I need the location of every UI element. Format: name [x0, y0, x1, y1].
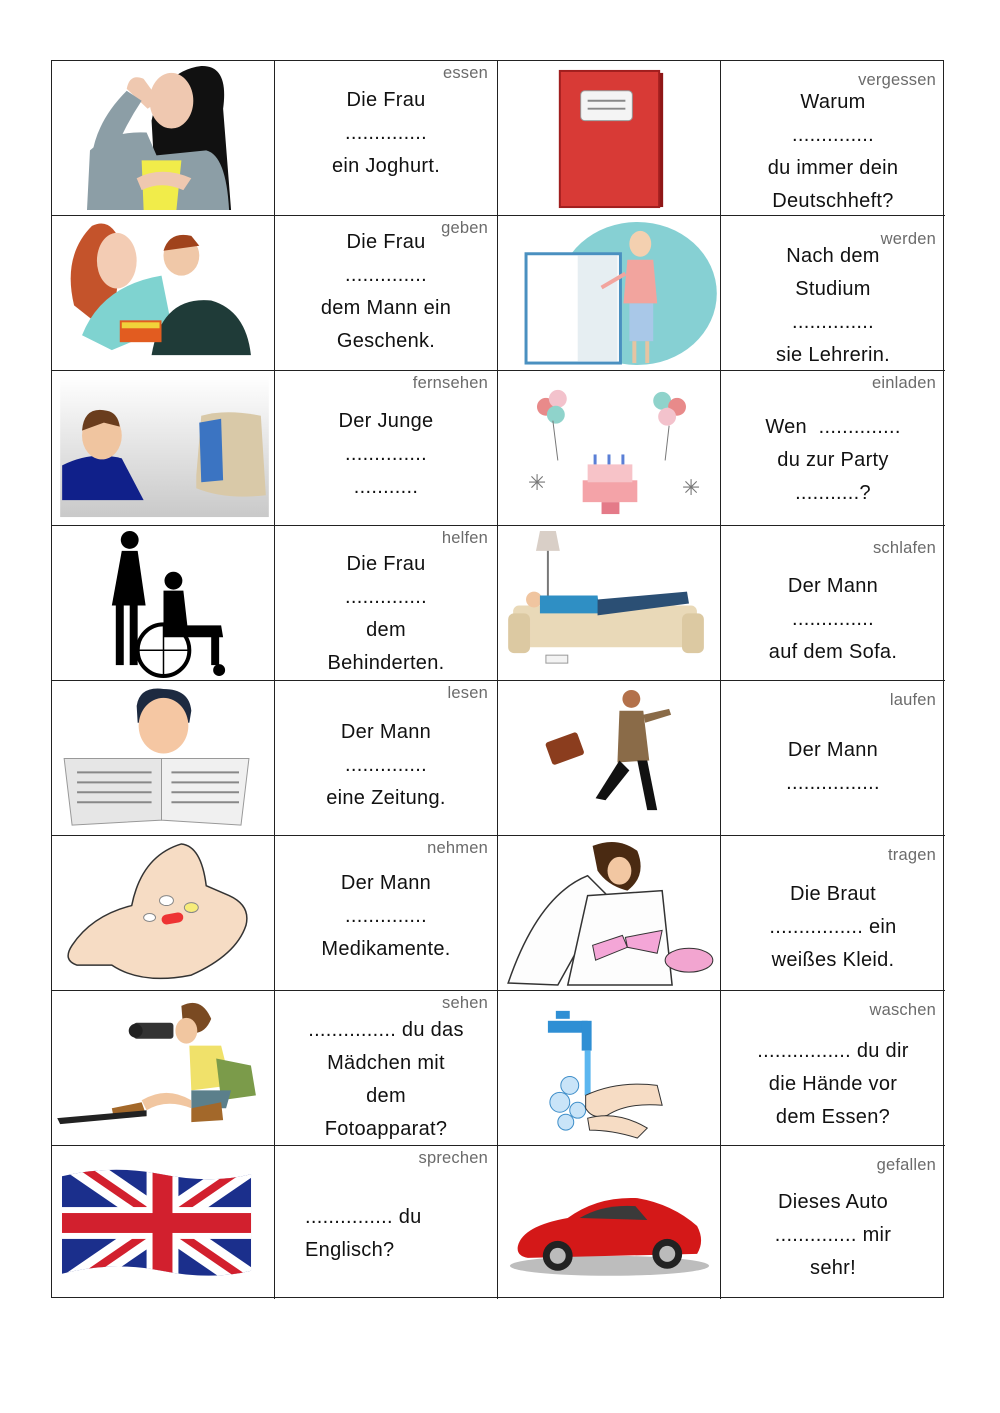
sentence-line: sehr!	[810, 1257, 856, 1279]
worksheet-grid	[51, 60, 944, 1298]
sentence-line: Warum	[800, 91, 866, 113]
sentence-card	[721, 991, 945, 1146]
sentence-line: Wen ..............	[765, 416, 901, 438]
picture-cell	[52, 216, 275, 371]
woman-pushing-wheelchair-picture	[52, 526, 274, 680]
verb-hint: gefallen	[876, 1156, 936, 1174]
verb-hint: sehen	[442, 994, 488, 1012]
union-jack-flag-picture	[52, 1146, 274, 1299]
girl-with-camera-picture	[52, 991, 274, 1145]
sentence-card	[275, 61, 498, 216]
sentence-line: dem	[366, 619, 406, 641]
sentence-line: Die Frau	[346, 89, 426, 111]
sentence-line: ..............	[792, 124, 874, 146]
sentence-card	[275, 991, 498, 1146]
sentence-line: Der Mann	[787, 739, 879, 761]
sentence-line: Die Frau	[346, 231, 426, 253]
red-sports-car-picture	[498, 1146, 720, 1299]
sentence-line: Medikamente.	[321, 938, 451, 960]
man-sleeping-on-sofa-picture	[498, 526, 720, 680]
sentence-line: Die Braut	[789, 883, 877, 905]
verb-hint: essen	[442, 64, 488, 82]
verb-hint: werden	[880, 230, 936, 248]
sentence-line: ................ du dir	[757, 1040, 909, 1062]
boy-watching-tv-picture	[52, 371, 274, 525]
sentence-card	[275, 216, 498, 371]
man-running-with-briefcase-picture	[498, 681, 720, 835]
sentence-line: Behinderten.	[327, 652, 445, 674]
sentence-text	[721, 734, 945, 800]
sentence-card	[721, 526, 945, 681]
sentence-card	[275, 371, 498, 526]
picture-cell	[498, 61, 721, 216]
sentence-text	[275, 1014, 497, 1146]
sentence-card	[721, 61, 945, 216]
verb-hint: tragen	[888, 846, 936, 864]
sentence-line: Fotoapparat?	[324, 1118, 448, 1140]
sentence-line: Englisch?	[305, 1239, 395, 1261]
sentence-line: Geschenk.	[336, 330, 436, 352]
picture-cell	[52, 991, 275, 1146]
sentence-line: Studium	[795, 278, 871, 300]
sentence-line: ..............	[345, 122, 427, 144]
verb-hint: geben	[441, 219, 488, 237]
sentence-line: eine Zeitung.	[326, 787, 446, 809]
sentence-line: ...........?	[795, 482, 871, 504]
verb-hint: einladen	[872, 374, 936, 392]
sentence-card	[721, 681, 945, 836]
sentence-line: ............... du das	[308, 1019, 464, 1041]
sentence-line: ................ ein	[769, 916, 897, 938]
picture-cell	[498, 1146, 721, 1299]
sentence-text	[275, 1201, 497, 1267]
sentence-line: du zur Party	[777, 449, 889, 471]
sentence-text	[275, 548, 497, 680]
verb-hint: nehmen	[427, 839, 488, 857]
picture-cell	[52, 1146, 275, 1299]
sentence-card	[275, 526, 498, 681]
verb-hint: helfen	[441, 529, 488, 547]
woman-giving-gift-picture	[52, 216, 274, 370]
sentence-text	[721, 240, 945, 371]
sentence-line: Dieses Auto	[777, 1191, 889, 1213]
sentence-card	[275, 681, 498, 836]
sentence-line: ................	[786, 772, 880, 794]
sentence-text	[275, 405, 497, 504]
sentence-line: Nach dem	[786, 245, 880, 267]
sentence-line: ............... du	[305, 1206, 422, 1228]
sentence-line: Deutschheft?	[772, 190, 894, 212]
verb-hint: waschen	[869, 1001, 936, 1019]
sentence-line: ..............	[345, 443, 427, 465]
sentence-line: dem Essen?	[775, 1106, 891, 1128]
sentence-line: .............. mir	[774, 1224, 892, 1246]
sentence-line: ..............	[345, 905, 427, 927]
svg-text:✳: ✳	[682, 476, 701, 502]
sentence-text	[275, 716, 497, 815]
verb-hint: schlafen	[872, 539, 936, 557]
sentence-text	[721, 411, 945, 510]
sentence-card	[275, 1146, 498, 1299]
verb-hint: lesen	[447, 684, 488, 702]
sentence-text	[275, 84, 497, 183]
verb-hint: vergessen	[858, 71, 936, 89]
sentence-line: Die Frau	[346, 553, 426, 575]
sentence-card	[721, 836, 945, 991]
sentence-card	[721, 216, 945, 371]
sentence-line: ..............	[792, 608, 874, 630]
picture-cell	[498, 371, 721, 526]
man-reading-newspaper-picture	[52, 681, 274, 835]
picture-cell	[498, 216, 721, 371]
sentence-line: weißes Kleid.	[771, 949, 895, 971]
sentence-line: ..............	[345, 754, 427, 776]
picture-cell	[52, 836, 275, 991]
sentence-text	[275, 867, 497, 966]
sentence-line: dem	[366, 1085, 406, 1107]
teacher-at-board-picture	[498, 216, 720, 370]
sentence-line: du immer dein	[767, 157, 899, 179]
picture-cell	[52, 526, 275, 681]
sentence-card	[275, 836, 498, 991]
bride-in-white-dress-picture	[498, 836, 720, 990]
sentence-text	[721, 1186, 945, 1285]
picture-cell	[52, 681, 275, 836]
party-cake-balloons-picture	[498, 371, 720, 525]
sentence-line: sie Lehrerin.	[776, 344, 890, 366]
sentence-card	[721, 1146, 945, 1299]
sentence-text	[721, 1035, 945, 1134]
svg-text:✳: ✳	[528, 471, 547, 497]
sentence-text	[721, 570, 945, 669]
woman-eating-yogurt-picture	[52, 61, 274, 215]
red-notebook-picture	[498, 61, 720, 215]
sentence-line: dem Mann ein	[320, 297, 452, 319]
picture-cell	[498, 526, 721, 681]
sentence-line: ein Joghurt.	[331, 155, 441, 177]
sentence-card	[721, 371, 945, 526]
picture-cell	[52, 61, 275, 216]
sentence-line: die Hände vor	[768, 1073, 898, 1095]
sentence-text	[275, 226, 497, 358]
sentence-text	[721, 86, 945, 216]
picture-cell	[498, 991, 721, 1146]
sentence-line: Der Mann	[340, 721, 432, 743]
sentence-text	[721, 878, 945, 977]
verb-hint: fernsehen	[412, 374, 488, 392]
picture-cell	[498, 681, 721, 836]
picture-cell	[498, 836, 721, 991]
sentence-line: auf dem Sofa.	[768, 641, 898, 663]
sentence-line: ...........	[353, 476, 419, 498]
washing-hands-picture	[498, 991, 720, 1145]
sentence-line: Der Mann	[787, 575, 879, 597]
picture-cell	[52, 371, 275, 526]
hand-with-pills-picture	[52, 836, 274, 990]
sentence-line: ..............	[345, 586, 427, 608]
sentence-line: Der Junge	[338, 410, 434, 432]
sentence-line: Mädchen mit	[327, 1052, 445, 1074]
sentence-line: ..............	[792, 311, 874, 333]
sentence-line: ..............	[345, 264, 427, 286]
sentence-line: Der Mann	[340, 872, 432, 894]
verb-hint: laufen	[889, 691, 936, 709]
verb-hint: sprechen	[418, 1149, 488, 1167]
